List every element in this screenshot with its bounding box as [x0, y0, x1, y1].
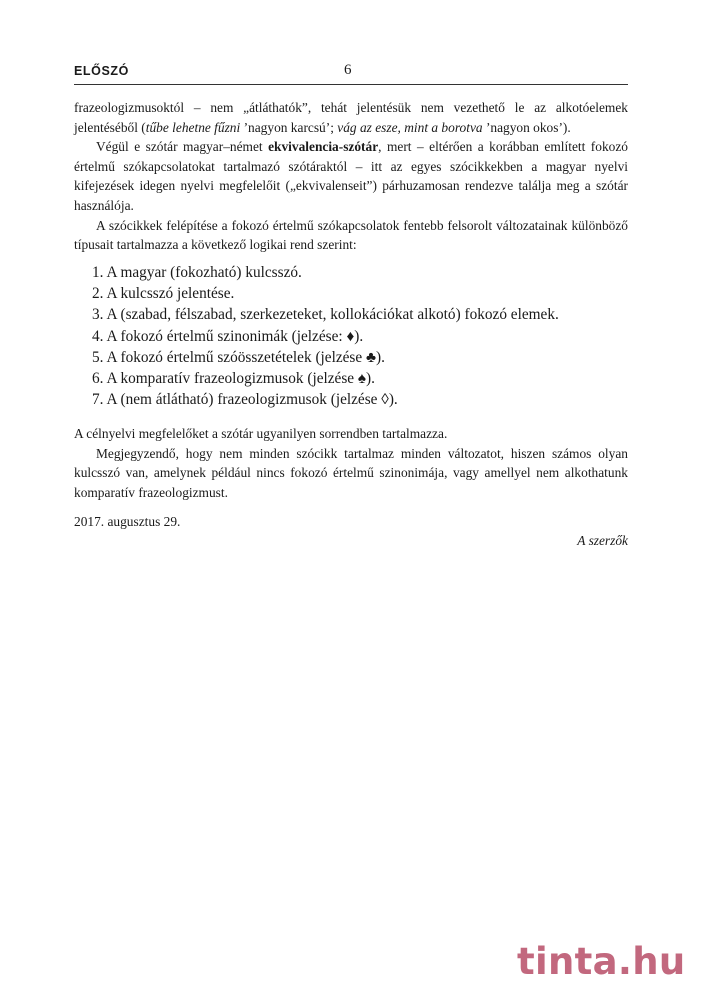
list-item: 1. A magyar (fokozható) kulcsszó.: [92, 264, 302, 281]
paragraph-2-text-a: Végül e szótár magyar–német: [96, 139, 269, 155]
paragraph-2-text-b: , mert – eltérően a korábban említett fokozó értelmű szókapcsolatokat tartalmazó szótáraktól – itt az egyes szócikkekben a magyar nyelvi kifejezések idegen nyelvi megfelelőit („ekvivalenseit”) párhuzamosan rendezve találja meg a szótár használója.: [74, 139, 628, 213]
closing-text: [74, 424, 628, 502]
closing-paragraph-1: A célnyelvi megfelelőket a szótár ugyanilyen sorrendben tartalmazza.: [74, 426, 448, 441]
closing-paragraph-2: Megjegyzendő, hogy nem minden szócikk tartalmaz minden változatot, hiszen számos olyan kulcsszó van, amelynek például nincs fokozó értelmű szinonimája, vagy amellyel nem alkothatunk komparatív frazeologizmust.: [74, 445, 628, 500]
list-item: 3. A (szabad, félszabad, szerkezeteket, kollokációkat alkotó) fokozó elemek.: [92, 306, 559, 324]
publisher-logo: tinta.hu: [517, 940, 686, 983]
paragraph-1-gloss-2: ’nagyon okos’).: [482, 119, 571, 135]
running-header: [74, 62, 628, 82]
page-number: 6: [344, 62, 352, 78]
paragraph-3: A szócikkek felépítése a fokozó értelmű szókapcsolatok fentebb felsorolt változatainak különböző típusait tartalmazza a következő logikai rend szerint:: [74, 217, 628, 253]
bold-term: ekvivalencia-szótár: [268, 139, 379, 155]
header-rule: [74, 84, 628, 85]
paragraph-2: [74, 137, 628, 215]
list-item: 2. A kulcsszó jelentése.: [92, 285, 235, 303]
list-item: 5. A fokozó értelmű szóösszetételek (jelzése ♣).: [92, 348, 385, 366]
date: 2017. augusztus 29.: [74, 514, 181, 529]
example-idiom-1: tűbe lehetne fűzni: [145, 119, 241, 135]
entry-structure-list: [92, 262, 622, 410]
paragraph-1-text: frazeologizmusoktól – nem „átláthatók”, tehát jelentésük nem vezethető le az alkotóelemek jelentéséből (: [74, 100, 628, 135]
signature: A szerzők: [577, 533, 628, 548]
list-item: 7. A (nem átlátható) frazeologizmusok (jelzése ◊).: [92, 391, 398, 409]
example-idiom-2: vág az esze, mint a borotva: [337, 119, 483, 135]
intro-text: [74, 98, 628, 255]
list-item: 4. A fokozó értelmű szinonimák (jelzése: ♦).: [92, 327, 364, 345]
list-item: 6. A komparatív frazeologizmusok (jelzése ♠).: [92, 370, 375, 388]
section-title: ELŐSZÓ: [74, 64, 129, 78]
paragraph-1-gloss-1: ’nagyon karcsú’;: [240, 119, 338, 135]
paragraph-1: [74, 98, 628, 137]
